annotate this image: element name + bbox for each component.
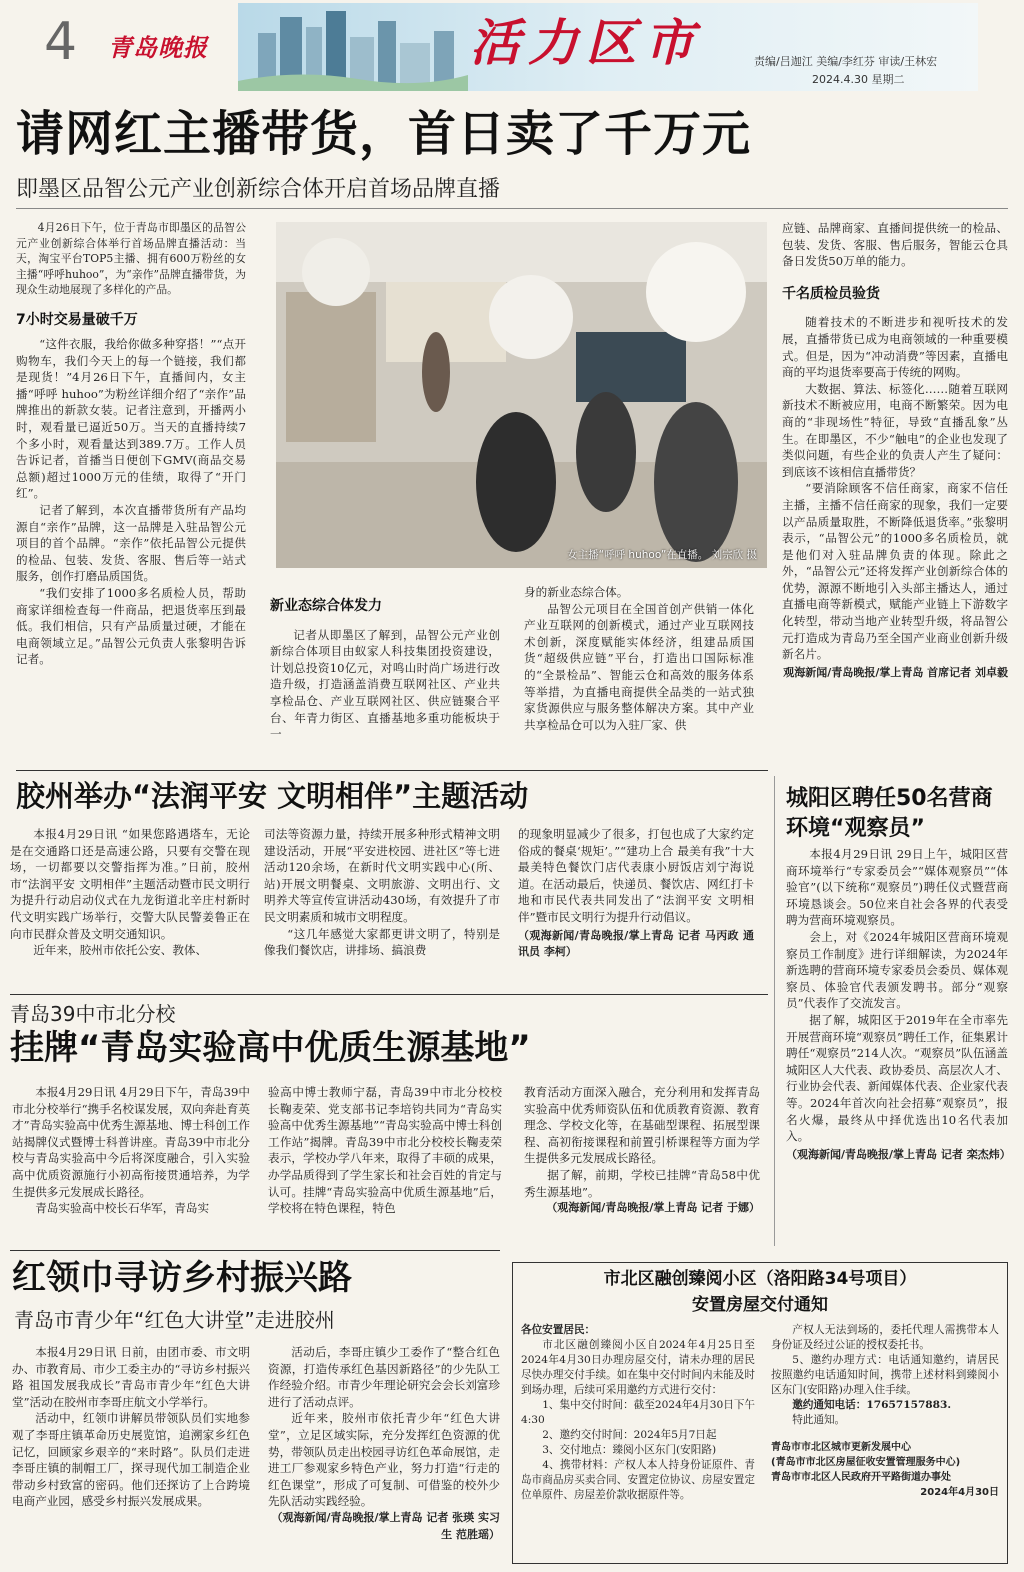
city-skyline-illustration — [238, 3, 468, 91]
housing-notice-box — [512, 1262, 1008, 1564]
story2-column-2 — [264, 826, 500, 959]
story1-column-4 — [782, 220, 1008, 681]
story4-body-4: 教育活动方面深入融合，充分利用和发挥青岛实验高中优秀师资队伍和优质教育资源、教育理念、学校文化等，在基础型课程、拓展型课程、高初衔接课程和前置引桥课程等方面为学生提供多元发展成长路径。 — [524, 1085, 760, 1166]
notice-salutation: 各位安置居民： — [521, 1324, 596, 1336]
story2-body-1: 本报4月29日讯 “如果您路遇塔车，无论是在交通路口还是高速公路，只要有交警在现场，一切都要以交警指挥为准。”日前，胶州市“法润平安 文明相伴”主题活动暨市民文明行为提升行动启动仪式在九龙街道北辛庄村新时代文明实践广场举行，交警大队民警姜鲁正在向市民群众普及文明交通知识。 — [10, 827, 250, 941]
story5-body-4: 近年来，胶州市依托青少年“红色大讲堂”，立足区域实际，充分发挥红色资源的优势，带领队员走出校园寻访红色革命展馆，走进工厂参观家乡特色产业，努力打造“行走的红色课堂”，形成了可复制、可借鉴的校外少先队活动实践经验。 — [268, 1411, 500, 1509]
story2-body-2: 近年来，胶州市依托公安、教体、 — [33, 943, 208, 958]
story1-deck: 即墨区品智公元产业创新综合体开启首场品牌直播 — [16, 177, 501, 202]
story1-body-2: 记者了解到，本次直播带货所有产品均源自“亲作”品牌，这一品牌是入驻品智公元项目的首个品牌。“亲作”依托品智公元提供的检品、包装、发货、客服、售后等一站式服务，创作打磨品质国货。 — [16, 503, 246, 584]
paper-name-logo: 青岛晚报 — [108, 33, 208, 62]
story1-column-1 — [16, 220, 246, 668]
story1-body-10: “要消除顾客不信任商家，商家不信任主播，主播不信任商家的现象，我们一定要以产品质量取胜，不断降低退货率。”张黎明表示，“品智公元”的1000多名质检员，就是他们对入驻品牌负责的体现。除此之外，“品智公元”还将发挥产业创新综合体的优势，源源不断地引入头部主播达人，通过直播电商等新模式，赋能产业链上下游数字化转型，带动当地产业转型升级，将品智公元打造成为青岛乃至全国产业商业创新升级新名片。 — [782, 481, 1008, 662]
story1-body-6: 品智公元项目在全国首创产供销一体化产业互联网的创新模式，通过产业互联网技术创新，深度赋能实体经济，组建品质国货“超级供应链”平台，打造出口国际标准的“全景检品”、智能云仓和高效的服务体系等举措，为直播电商提供全品类的一站式独家货源供应与服务整体解决方案。其中产业共享检品仓可以为入驻厂家、供 — [524, 601, 754, 732]
editor-credits: 责编/吕迦江 美编/李红芬 审读/王林宏 — [754, 55, 938, 68]
story1-body-7: 应链、品牌商家、直播间提供统一的检品、包装、发货、客服、售后服务，智能云仓具备日发货50万单的能力。 — [782, 221, 1008, 269]
story1-body-1: “这件衣服，我给你做多种穿搭！”“点开购物车，我们今天上的每一个链接，我们都是现货！”4月26日下午，直播间内，女主播“呼呼 huhoo”为粉丝详细介绍了“亲作”品牌推出的新款女装。记者注意到，开播两小时，观看量已逼近50万。当天的直播持续7个多小时，观看量达到389.7万。工作人员告诉记者，首播当日便创下GMV(商品交易总额)超过1000万元的佳绩，取得了“开门红”。 — [16, 337, 246, 501]
notice-date: 2024年4月30日 — [920, 1487, 999, 1498]
notice-item-5: 5、邀约办理方式：电话通知邀约，请居民按照邀约电话通知时间，携带上述材料到臻阅小区东门(安阳路)办理入住手续。 — [771, 1354, 999, 1396]
story4-headline: 挂牌“青岛实验高中优质生源基地” — [10, 1028, 531, 1068]
story4-column-3 — [524, 1084, 760, 1217]
notice-item-2: 2、邀约交付时间：2024年5月7日起 — [542, 1429, 717, 1441]
section-title: 活力区市 — [470, 13, 702, 72]
notice-signer-3: 青岛市市北区人民政府开平路街道办事处 — [771, 1472, 951, 1483]
notice-item-3: 3、交付地点：臻阅小区东门(安阳路) — [542, 1444, 717, 1456]
story1-body-8: 随着技术的不断进步和视听技术的发展，直播带货已成为电商领域的一种重要模式。但是，因为“冲动消费”等因素，直播电商的平均退货率要高于传统的网购。 — [782, 315, 1008, 380]
story2-column-3 — [518, 826, 754, 961]
section-banner — [238, 3, 978, 91]
story5-column-2 — [268, 1344, 500, 1543]
story3-column — [786, 846, 1011, 1163]
story4-credit: （观海新闻/青岛晚报/掌上青岛 记者 于娜） — [546, 1201, 760, 1215]
story1-lead: 4月26日下午，位于青岛市即墨区的品智公元产业创新综合体举行首场品牌直播活动：当天，淘宝平台TOP5主播、拥有600万粉丝的女主播“呼呼huhoo”，为“亲作”品牌直播带货，为现众生动地展现了多样化的产品。 — [16, 221, 246, 296]
story3-credit: （观海新闻/青岛晚报/掌上青岛 记者 栾杰炜） — [786, 1147, 1011, 1161]
livestream-scene-photo — [276, 222, 767, 568]
story1-headline: 请网红主播带货，首日卖了千万元 — [16, 106, 752, 162]
notice-right-column — [771, 1323, 999, 1500]
story2-column-1 — [10, 826, 250, 959]
story1-body-5: 身的新业态综合体。 — [524, 585, 629, 599]
story1-credit: 观海新闻/青岛晚报/掌上青岛 首席记者 刘卓毅 — [783, 665, 1008, 679]
story1-body-9: 大数据、算法、标签化……随着互联网新技术不断被应用，电商不断繁荣。因为电商的“非现场性”特征，导致“直播乱象”丛生。在即墨区，不少“触电”的企业也发现了类似问题，有些企业的负责人产生了疑问：到底该不该相信直播带货？ — [782, 381, 1008, 479]
story2-body-3: 司法等资源力量，持续开展多种形式精神文明建设活动，开展“平安进校园、进社区”等七进活动120余场，在新时代文明实践中心(所、站)开展文明餐桌、文明旅游、文明出行、文明养犬等宣传宣讲活动430场，有效提升了市民文明素质和城市文明程度。 — [264, 827, 500, 924]
notice-phone: 邀约通知电话：17657157883. — [792, 1399, 952, 1411]
story4-body-2: 青岛实验高中校长石华军，青岛实 — [35, 1201, 210, 1216]
story4-body-3: 验高中博士教师宁磊，青岛39中市北分校校长鞠麦荣、党支部书记李培钧共同为“青岛实验高中优秀生源基地”“青岛实验高中博士科创工作站”揭牌。青岛39中市北分校校长鞠麦荣表示，学校办学八年来，取得了丰硕的成果，办学品质得到了学生家长和社会百姓的肯定与认可。挂牌“青岛实验高中优质生源基地”后，学校将在特色课程，特色 — [268, 1085, 502, 1216]
notice-signer-2: (青岛市市北区房屋征收安置管理服务中心) — [771, 1457, 961, 1468]
story4-column-2 — [268, 1084, 502, 1217]
story2-credit: （观海新闻/青岛晚报/掌上青岛 记者 马丙政 通讯员 李柯） — [518, 928, 754, 959]
story3-body-2: 会上，对《2024年城阳区营商环境观察员工作制度》进行详细解读，为2024年新选聘的营商环境专家委员会委员、媒体观察员、体验官代表颁发聘书。部分“观察员”代表作了交流发言。 — [786, 929, 1008, 1011]
notice-item-1: 1、集中交付时间：截至2024年4月30日下午4:30 — [521, 1399, 756, 1426]
issue-date: 2024.4.30 星期二 — [812, 73, 905, 86]
story1-top-rule — [16, 208, 1008, 209]
story3-body-1: 本报4月29日讯 29日上午，城阳区营商环境举行“专家委员会”“媒体观察员”“体验官”(以下统称“观察员”)聘任仪式暨营商环境恳谈会。50位来自社会各界的代表受聘为营商环境观察员。 — [786, 847, 1008, 928]
story2-body-4: “这几年感觉大家都更讲文明了，特别是像我们餐饮店，讲排场、搞浪费 — [264, 926, 500, 958]
story2-body-5: 的现象明显减少了很多，打包也成了大家约定俗成的餐桌‘规矩’。”“建功上合 最美有我”十大最美特色餐饮门店代表康小厨饭店刘宁海说道。在活动最后，快递员、餐饮店、网红打卡地和市民代表共同发出了“法润平安 文明相伴”暨市民文明行为提升行动倡议。 — [518, 827, 754, 924]
story4-body-1: 本报4月29日讯 4月29日下午，青岛39中市北分校举行“携手名校谋发展，双向奔赴育英才”青岛实验高中优秀生源基地、博士科创工作站揭牌仪式暨博士科普讲座。青岛39中市北分校与青岛实验高中今后将深度融合，引入实验高中优质资源施行小初高衔接贯通培养，为学生提供多元发展成长路径。 — [12, 1085, 250, 1199]
story3-headline-text: 城阳区聘任50名营商环境“观察员” — [786, 786, 993, 841]
story4-column-1 — [12, 1084, 250, 1217]
notice-left-column — [521, 1323, 755, 1503]
photo-caption: 女主播“呼呼 huhoo”在直播。 刘宗欣 摄 — [567, 549, 757, 561]
story5-headline: 红领巾寻访乡村振兴路 — [12, 1258, 352, 1298]
notice-title-line2: 安置房屋交付通知 — [692, 1295, 828, 1315]
story3-body-3: 据了解，城阳区于2019年在全市率先开展营商环境“观察员”聘任工作，征集累计聘任“观察员”214人次。“观察员”队伍涵盖城阳区人大代表、政协委员、高层次人才、行业协会代表、新闻媒体代表、企业家代表等。2024年首次向社会招募“观察员”，报名火爆，最终从中择优选出10名代表加入。 — [786, 1012, 1008, 1144]
story1-subhead-3: 千名质检员验货 — [782, 285, 880, 302]
notice-proxy-note: 产权人无法到场的，委托代理人需携带本人身份证及经过公证的授权委托书。 — [771, 1324, 999, 1351]
page-number: 4 — [44, 12, 78, 72]
story2-headline: 胶州举办“法润平安 文明相伴”主题活动 — [16, 779, 529, 813]
story4-top-rule — [10, 994, 768, 995]
story4-kicker: 青岛39中市北分校 — [10, 1002, 176, 1026]
story5-body-2: 活动中，红领巾讲解员带领队员们实地参观了李哥庄镇革命历史展览馆，追溯家乡红色记忆，回顾家乡艰辛的“来时路”。队员们走进李哥庄镇的制帽工厂，探寻现代加工制造企业带动乡村致富的密码。他们还探访了上合跨境电商产业园，感受乡村振兴发展成果。 — [12, 1411, 250, 1509]
notice-intro: 市北区融创臻阅小区自2024年4月25日至2024年4月30日办理房屋交付，请未办理的居民尽快办理交付手续。如在集中交付时间内未能及时到场办理，后续可采用邀约方式进行交付： — [521, 1339, 755, 1396]
story5-deck: 青岛市青少年“红色大讲堂”走进胶州 — [14, 1308, 335, 1332]
story5-top-rule — [10, 1250, 500, 1251]
story5-credit: （观海新闻/青岛晚报/掌上青岛 记者 张瑛 实习生 范胜瑶） — [271, 1510, 500, 1541]
notice-signer-1: 青岛市市北区城市更新发展中心 — [771, 1442, 911, 1453]
story1-photo — [276, 222, 767, 568]
story5-body-1: 本报4月29日讯 日前，由团市委、市文明办、市教育局、市少工委主办的“寻访乡村振兴路 祖国发展我成长”青岛市青少年“红色大讲堂”活动在胶州市李哥庄航文小学举行。 — [12, 1345, 250, 1409]
masthead — [0, 0, 1024, 96]
story1-subhead-1: 7小时交易量破千万 — [16, 311, 138, 328]
notice-special: 特此通知。 — [792, 1414, 846, 1426]
notice-title-line1: 市北区融创臻阅小区（洛阳路34号项目） — [603, 1269, 917, 1289]
story1-body-3: “我们安排了1000多名质检人员，帮助商家详细检查每一件商品，把退货率压到最低。我们相信，只有产品质量过硬，才能在电商领域立足。”品智公元负责人张黎明告诉记者。 — [16, 586, 246, 667]
story3-headline — [786, 784, 1008, 844]
notice-item-4: 4、携带材料：产权人本人持身份证原件、青岛市商品房买卖合同、安置定位协议、房屋安置定位单原件、房屋差价款收据原件等。 — [521, 1459, 755, 1501]
story1-column-3 — [524, 584, 754, 733]
story1-column-2 — [270, 598, 500, 743]
story5-body-3: 活动后，李哥庄镇少工委作了“整合红色资源，打造传承红色基因新路径”的少先队工作经验介绍。市青少年理论研究会会长刘富珍进行了活动点评。 — [268, 1345, 500, 1409]
story3-divider — [774, 776, 775, 1246]
story5-column-1 — [12, 1344, 250, 1510]
story1-body-4: 记者从即墨区了解到，品智公元产业创新综合体项目由蚁家人科技集团投资建设，计划总投资10亿元，对鸣山时尚广场进行改造升级，打造涵盖消费互联网社区、产业共享检品仓、产业互联网社区、供应链聚合平台、年青力街区、直播基地多重功能板块于一 — [270, 627, 500, 742]
story2-top-rule — [16, 770, 768, 771]
story4-body-5: 据了解，前期，学校已挂牌“青岛58中优秀生源基地”。 — [524, 1167, 760, 1199]
story1-subhead-2: 新业态综合体发力 — [270, 598, 382, 614]
